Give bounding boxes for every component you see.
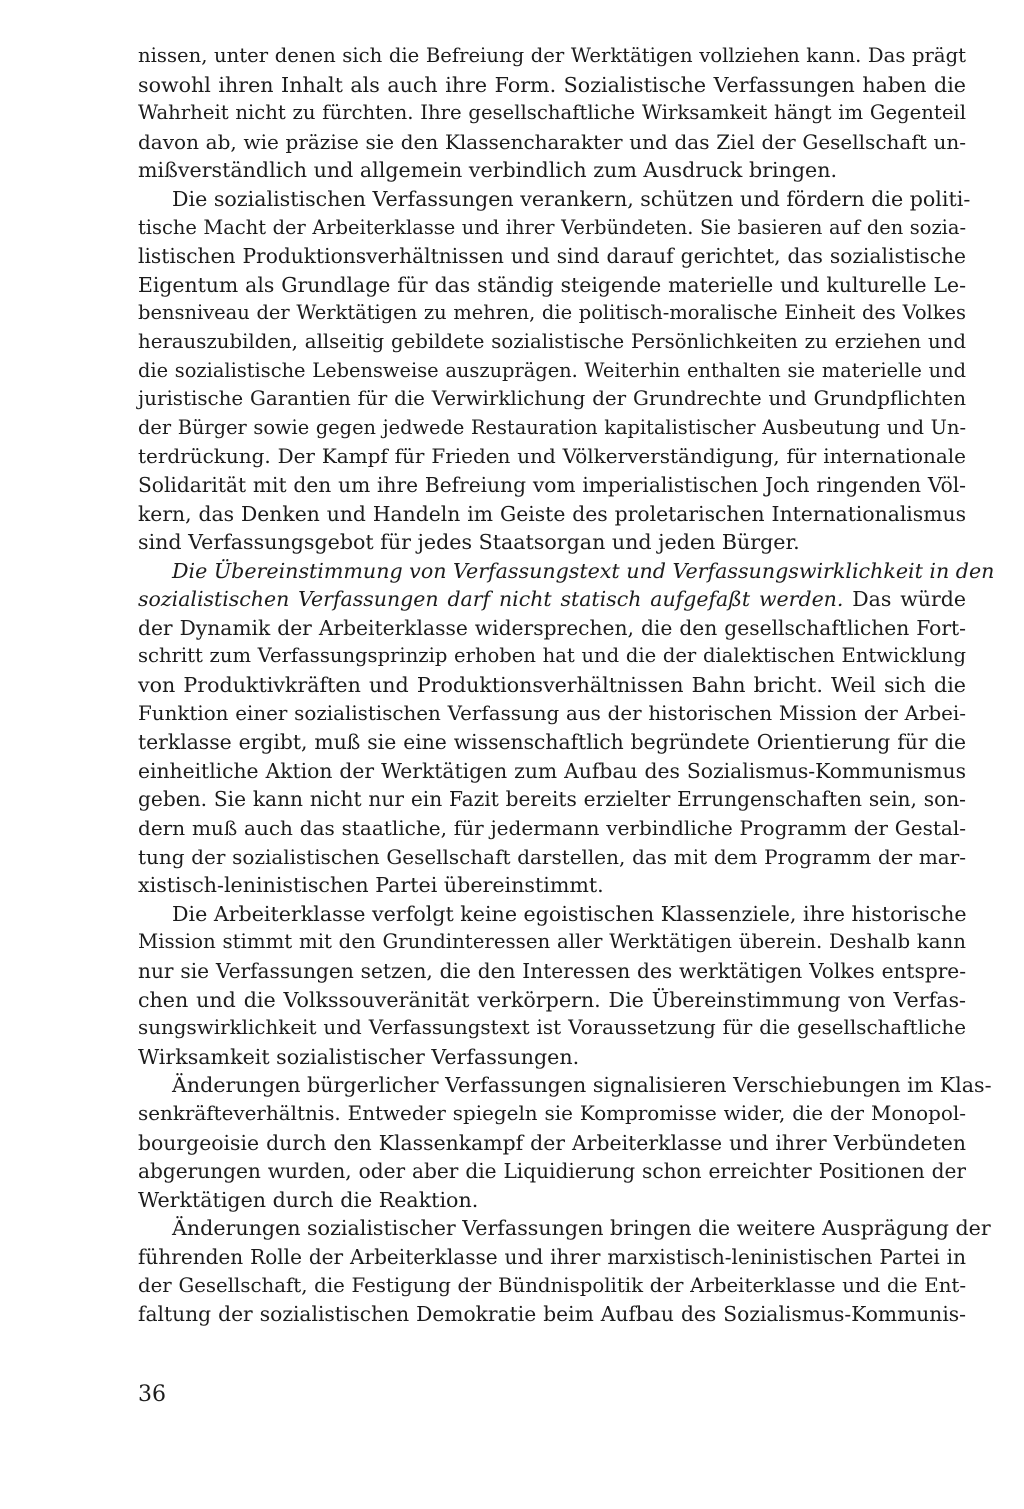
text-line: die sozialistische Lebensweise auszuprägen. Weiterhin enthalten sie materielle und — [138, 358, 966, 382]
text-line-mixed — [138, 585, 966, 614]
text-line: schritt zum Verfassungsprinzip erhoben hat und die der dialektischen Entwicklung — [138, 644, 966, 668]
page-number: 36 — [138, 1382, 166, 1407]
text-line: nissen, unter denen sich die Befreiung der Werktätigen vollziehen kann. Das prägt — [138, 44, 966, 67]
text-line: kern, das Denken und Handeln im Geiste des proletarischen Internationalismus — [138, 501, 966, 526]
text-line: der Dynamik der Arbeiterklasse widersprechen, die den gesellschaftlichen Fort- — [138, 615, 966, 640]
text-line: Die Arbeiterklasse verfolgt keine egoistischen Klassenziele, ihre historische — [172, 901, 967, 926]
text-line: geben. Sie kann nicht nur ein Fazit bereits erzielter Errungenschaften sein, son- — [138, 787, 966, 812]
text-line-italic: Die Übereinstimmung von Verfassungstext und Verfassungswirklichkeit in den — [172, 558, 995, 583]
text-line: führenden Rolle der Arbeiterklasse und ihrer marxistisch-leninistischen Partei in — [138, 1244, 966, 1269]
text-line: nur sie Verfassungen setzen, die den Interessen des werktätigen Volkes entspre- — [138, 959, 966, 983]
paragraph-4 — [138, 900, 966, 1072]
text-line: von Produktivkräften und Produktionsverhältnissen Bahn bricht. Weil sich die — [138, 673, 966, 698]
text-line: terdrückung. Der Kampf für Frieden und Völkerverständigung, für internationale — [138, 444, 966, 469]
text-line: chen und die Volkssouveränität verkörpern. Die Übereinstimmung von Verfas- — [138, 987, 966, 1012]
text-line: sind Verfassungsgebot für jedes Staatsorgan und jeden Bürger. — [138, 530, 800, 555]
text-line: abgerungen wurden, oder aber die Liquidierung schon erreichter Positionen der — [138, 1159, 966, 1184]
text-line: listischen Produktionsverhältnissen und sind darauf gerichtet, das sozialistische — [138, 244, 966, 269]
text-line: Die sozialistischen Verfassungen verankern, schützen und fördern die politi- — [172, 186, 971, 211]
text-line: tung der sozialistischen Gesellschaft darstellen, das mit dem Programm der mar- — [138, 844, 966, 869]
text-line: Werktätigen durch die Reaktion. — [138, 1187, 479, 1212]
text-line: Mission stimmt mit den Grundinteressen aller Werktätigen überein. Deshalb kann — [138, 930, 966, 954]
regular-span: Das würde — [843, 587, 966, 612]
text-line: sowohl ihren Inhalt als auch ihre Form. Sozialistische Verfassungen haben die — [138, 72, 966, 97]
text-line: juristische Garantien für die Verwirklichung der Grundrechte und Grundpflichten — [138, 387, 966, 411]
text-line: Solidarität mit den um ihre Befreiung vom imperialistischen Joch ringenden Völ- — [138, 472, 966, 497]
text-line: Funktion einer sozialistischen Verfassung aus der historischen Mission der Arbei- — [138, 701, 966, 725]
text-line: terklasse ergibt, muß sie eine wissenschaftlich begründete Orientierung für die — [138, 730, 966, 755]
paragraph-2 — [138, 185, 971, 557]
text-line: davon ab, wie präzise sie den Klassencharakter und das Ziel der Gesellschaft un- — [138, 129, 966, 154]
paragraph-1 — [138, 42, 966, 185]
text-line: Änderungen sozialistischer Verfassungen bringen die weitere Ausprägung der — [172, 1216, 991, 1241]
text-line: tische Macht der Arbeiterklasse und ihrer Verbündeten. Sie basieren auf den sozia- — [138, 215, 966, 239]
paragraph-5 — [138, 1071, 992, 1214]
text-line: der Bürger sowie gegen jedwede Restauration kapitalistischer Ausbeutung und Un- — [138, 415, 966, 439]
text-line: einheitliche Aktion der Werktätigen zum Aufbau des Sozialismus-Kommunismus — [138, 758, 966, 783]
text-line: dern muß auch das staatliche, für jedermann verbindliche Programm der Gestal- — [138, 816, 966, 841]
text-line: bensniveau der Werktätigen zu mehren, die politisch-moralische Einheit des Volkes — [138, 301, 966, 325]
text-line: faltung der sozialistischen Demokratie beim Aufbau des Sozialismus-Kommunis- — [138, 1302, 966, 1327]
text-line: xistisch-leninistischen Partei übereinstimmt. — [138, 873, 604, 898]
paragraph-3 — [138, 557, 995, 900]
text-line: Wahrheit nicht zu fürchten. Ihre gesellschaftliche Wirksamkeit hängt im Gegenteil — [138, 101, 966, 125]
paragraph-6 — [138, 1214, 991, 1328]
text-line: sungswirklichkeit und Verfassungstext ist Voraussetzung für die gesellschaftliche — [138, 1016, 966, 1040]
text-line: Eigentum als Grundlage für das ständig steigende materielle und kulturelle Le- — [138, 272, 966, 297]
text-line: senkräfteverhältnis. Entweder spiegeln sie Kompromisse wider, die der Monopol- — [138, 1101, 966, 1125]
text-line: bourgeoisie durch den Klassenkampf der Arbeiterklasse und ihrer Verbündeten — [138, 1130, 966, 1155]
text-line: mißverständlich und allgemein verbindlich zum Ausdruck bringen. — [138, 158, 838, 183]
document-page — [138, 42, 995, 1329]
text-line: Wirksamkeit sozialistischer Verfassungen. — [138, 1044, 580, 1069]
text-line: Änderungen bürgerlicher Verfassungen signalisieren Verschiebungen im Klas- — [172, 1073, 992, 1098]
text-line: der Gesellschaft, die Festigung der Bündnispolitik der Arbeiterklasse und die Ent- — [138, 1273, 966, 1297]
italic-span: sozialistischen Verfassungen darf nicht statisch aufgefaßt werden. — [138, 587, 844, 612]
text-line: herauszubilden, allseitig gebildete sozialistische Persönlichkeiten zu erziehen und — [138, 329, 966, 353]
